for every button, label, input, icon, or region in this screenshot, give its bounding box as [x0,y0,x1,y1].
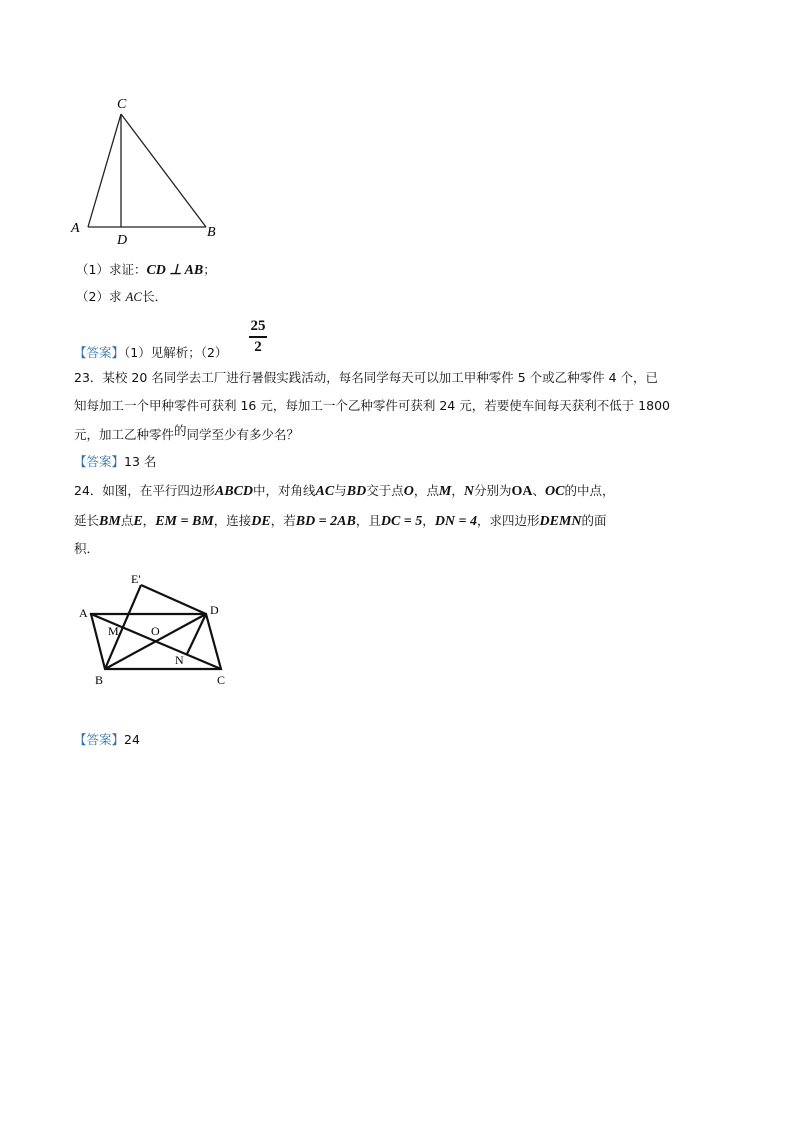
answer-fraction: 25 2 [250,318,266,355]
parallelogram-figure [70,565,240,695]
q24-answer: 【答案】24 [74,732,140,747]
fraction-bar [249,336,267,338]
label-E: E' [131,572,141,586]
q24-line1: 24．如图，在平行四边形ABCD中，对角线AC与BD交于点O，点M，N分别为OA、OC的中点， [74,483,615,499]
label-D: D [117,233,128,248]
q24-line2: 延长BM点E，EM = BM，连接DE，若BD = 2AB，且DC = 5，DN = 4，求四边形DEMN的面 [74,513,607,529]
q22-part1: （1）求证：CD ⊥ AB； [76,262,216,278]
label-C: C [217,673,226,687]
label-A: A [79,606,88,620]
math-cd-perp-ab: CD ⊥ AB [146,263,204,278]
answer-label: 【答案】 [74,732,125,747]
label-M: M [108,624,119,638]
label-D: D [210,603,219,617]
q23-line2: 知每加工一个甲种零件可获利 16 元，每加工一个乙种零件可获利 24 元，若要使车间每天获利不低于 1800 [74,398,670,413]
answer-label: 【答案】 [74,454,125,469]
label-B: B [207,225,216,240]
q23-line1: 23．某校 20 名同学去工厂进行暑假实践活动，每名同学每天可以加工甲种零件 5 个或乙种零件 4 个，已 [74,370,659,385]
answer-label: 【答案】 [74,345,125,360]
label-O: O [151,624,160,638]
q23-answer: 【答案】13 名 [74,454,157,469]
q24-line3: 积． [74,541,100,556]
q22-part2: （2）求 AC长． [76,289,168,304]
label-A: A [71,221,80,236]
label-C: C [117,97,127,112]
q22-answer: 【答案】（1）见解析；（2） [74,345,228,360]
label-N: N [175,653,184,667]
label-B: B [95,673,104,687]
math-ac: AC [125,289,143,304]
triangle-figure [66,92,226,252]
q23-line3: 元，加工乙种零件的同学至少有多少名？ [74,423,300,442]
